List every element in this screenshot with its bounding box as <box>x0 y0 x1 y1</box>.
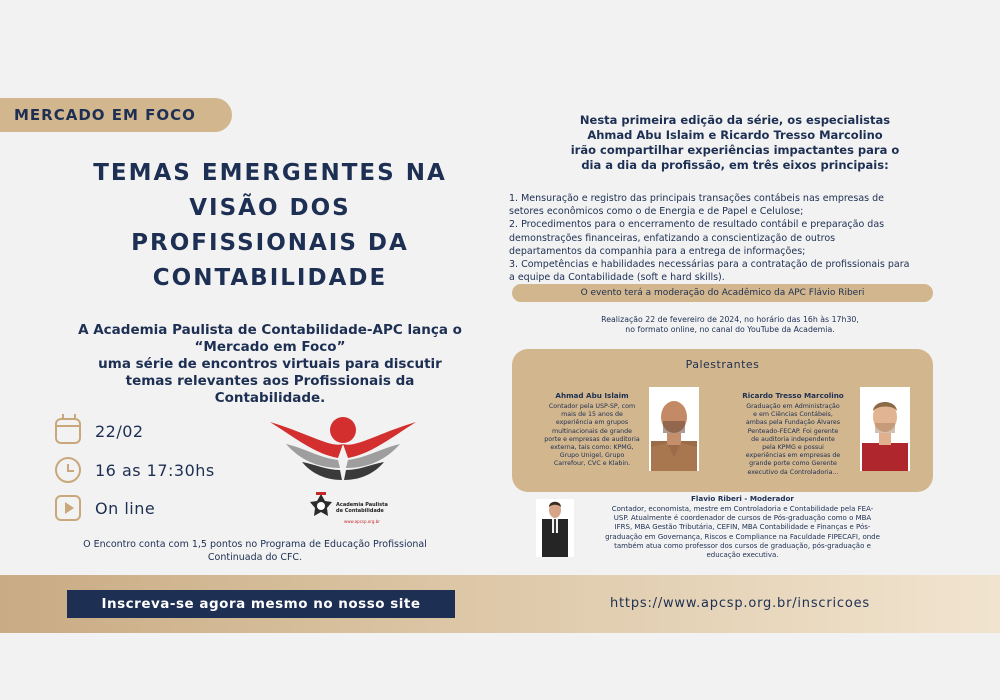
speaker-bio-line: pela KPMG e possui <box>762 444 824 452</box>
title-line: PROFISSIONAIS DA <box>131 230 409 256</box>
intro-line: “Mercado em Foco” <box>194 339 346 355</box>
speaker-bio-line: e em Ciências Contábeis, <box>753 411 833 419</box>
event-time: 16 as 17:30hs <box>95 460 215 480</box>
topic-line: demonstrações financeiras, enfatizando a conscientização de outros <box>509 232 836 244</box>
apc-logo-site: www.apcsp.org.br <box>344 519 380 524</box>
play-icon <box>55 495 81 521</box>
realization-line: no formato online, no canal do YouTube da Academia. <box>625 325 835 334</box>
speaker-bio-line: experiência em grupos <box>555 419 629 427</box>
speaker-bio-line: grande porte como Gerente <box>749 460 837 468</box>
moderator-bio-line: também atua como professor dos cursos de graduação, pós-graduação e <box>614 541 871 550</box>
moderator-bio-line: USP. Atualmente é coordenador de cursos de Pós-graduação como o MBA <box>613 514 872 523</box>
credits-line: Continuada do CFC. <box>207 552 303 563</box>
intro-line: A Academia Paulista de Contabilidade-APC lança o <box>78 322 462 338</box>
apc-logo-line2: de Contabilidade <box>336 508 384 514</box>
moderator-bio-line: Contador, economista, mestre em Controladoria e Contabilidade pela FEA- <box>611 505 874 513</box>
topic-line: setores econômicos como o de Energia e de Papel e Celulose; <box>509 206 804 218</box>
clock-icon <box>55 457 81 483</box>
topic-line: 3. Competências e habilidades necessárias para a contratação de profissionais para <box>509 259 910 271</box>
moderator-photo <box>536 499 574 557</box>
event-date: 22/02 <box>95 421 144 441</box>
realization-line: Realização 22 de fevereiro de 2024, no horário das 16h às 17h30, <box>601 315 859 324</box>
speaker-bio-line: Grupo Unigel, Grupo <box>559 452 625 460</box>
wings-logo <box>268 408 418 488</box>
speaker-ricardo <box>734 391 852 477</box>
speaker-bio-line: de auditoria independente <box>751 435 835 443</box>
moderator-block <box>585 494 900 560</box>
title-line: TEMAS EMERGENTES NA <box>93 160 447 186</box>
moderator-name: Flavio Riberi - Moderador <box>691 494 794 503</box>
moderator-bio-line: IFRS, MBA Gestão Tributária, CEFIN, MBA Contabilidade e Finanças e Pós- <box>614 523 871 532</box>
topics-list <box>509 192 954 284</box>
event-mode: On line <box>95 498 156 518</box>
moderator-bio-line: graduação em Governança, Riscos e Compliance na Faculdade FIPECAFI, onde <box>605 532 880 541</box>
speaker-bio-line: Contador pela USP-SP, com <box>548 403 636 410</box>
signup-link[interactable]: https://www.apcsp.org.br/inscricoes <box>610 596 870 611</box>
speaker-bio-line: Penteado-FECAP. Foi gerente <box>747 427 839 435</box>
speaker-ahmad-photo <box>649 387 699 471</box>
speaker-bio-line: executivo da Controladoria... <box>747 468 839 476</box>
intro-text <box>40 322 500 407</box>
edition-intro-line: irão compartilhar experiências impactantes para o <box>570 143 900 157</box>
speaker-bio-line: multinacionais de grande <box>551 427 633 435</box>
speaker-ahmad <box>532 391 652 469</box>
edition-intro-line: dia a dia da profissão, em três eixos principais: <box>581 158 889 172</box>
speaker-bio-line: mais de 15 anos de <box>561 411 623 419</box>
moderation-banner: O evento terá a moderação do Acadêmico da APC Flávio Riberi <box>512 284 933 302</box>
apc-logo-line1: Academia Paulista <box>336 502 388 508</box>
apc-logo-text <box>336 502 388 514</box>
calendar-icon <box>55 418 81 444</box>
logo-head <box>330 417 356 443</box>
speaker-bio <box>734 403 852 477</box>
speaker-bio-line: Carrefour, CVC e Klabin. <box>553 460 631 468</box>
speaker-bio-line: externa, tais como: KPMG, <box>550 444 634 452</box>
speaker-bio-line: Graduação em Administração <box>746 403 840 410</box>
series-tag: MERCADO EM FOCO <box>0 98 232 132</box>
event-mode-row <box>55 495 155 521</box>
moderator-bio <box>585 505 900 560</box>
speaker-name: Ricardo Tresso Marcolino <box>742 391 844 400</box>
event-date-row <box>55 418 144 444</box>
speaker-bio-line: ambas pela Fundação Álvares <box>745 419 841 427</box>
apc-logo <box>308 492 388 526</box>
intro-line: uma série de encontros virtuais para discutir <box>98 356 442 372</box>
speaker-name: Ahmad Abu Islaim <box>555 391 629 400</box>
intro-line: temas relevantes aos Profissionais da <box>125 373 415 389</box>
speakers-panel <box>512 349 933 492</box>
credits-line: O Encontro conta com 1,5 pontos no Programa de Educação Profissional <box>83 539 427 550</box>
moderator-bio-line: educação executiva. <box>706 551 779 560</box>
title-line: VISÃO DOS <box>189 195 351 221</box>
event-title <box>60 156 480 296</box>
realization-note <box>520 315 940 335</box>
edition-intro-line: Nesta primeira edição da série, os especialistas <box>579 113 891 127</box>
signup-button[interactable]: Inscreva-se agora mesmo no nosso site <box>67 590 455 618</box>
credits-note <box>40 538 470 564</box>
topic-line: 1. Mensuração e registro das principais transações contábeis nas empresas de <box>509 193 885 204</box>
title-line: CONTABILIDADE <box>152 265 388 291</box>
topic-line: a equipe da Contabilidade (soft e hard skills). <box>509 272 725 284</box>
topic-line: departamentos da companhia para a entrega de informações; <box>509 245 806 257</box>
speaker-bio <box>532 403 652 469</box>
event-time-row <box>55 457 215 483</box>
topic-line: 2. Procedimentos para o encerramento de resultado contábil e preparação das <box>509 219 885 231</box>
speakers-title: Palestrantes <box>685 358 760 371</box>
edition-intro-line: Ahmad Abu Islaim e Ricardo Tresso Marcolino <box>587 128 883 142</box>
speaker-bio-line: porte e empresas de auditoria <box>544 435 640 443</box>
speaker-bio-line: experiências em empresas de <box>745 452 841 460</box>
edition-intro <box>520 113 950 173</box>
speaker-ricardo-photo <box>860 387 910 471</box>
intro-line: Contabilidade. <box>214 390 326 406</box>
apc-emblem-icon <box>308 492 334 522</box>
